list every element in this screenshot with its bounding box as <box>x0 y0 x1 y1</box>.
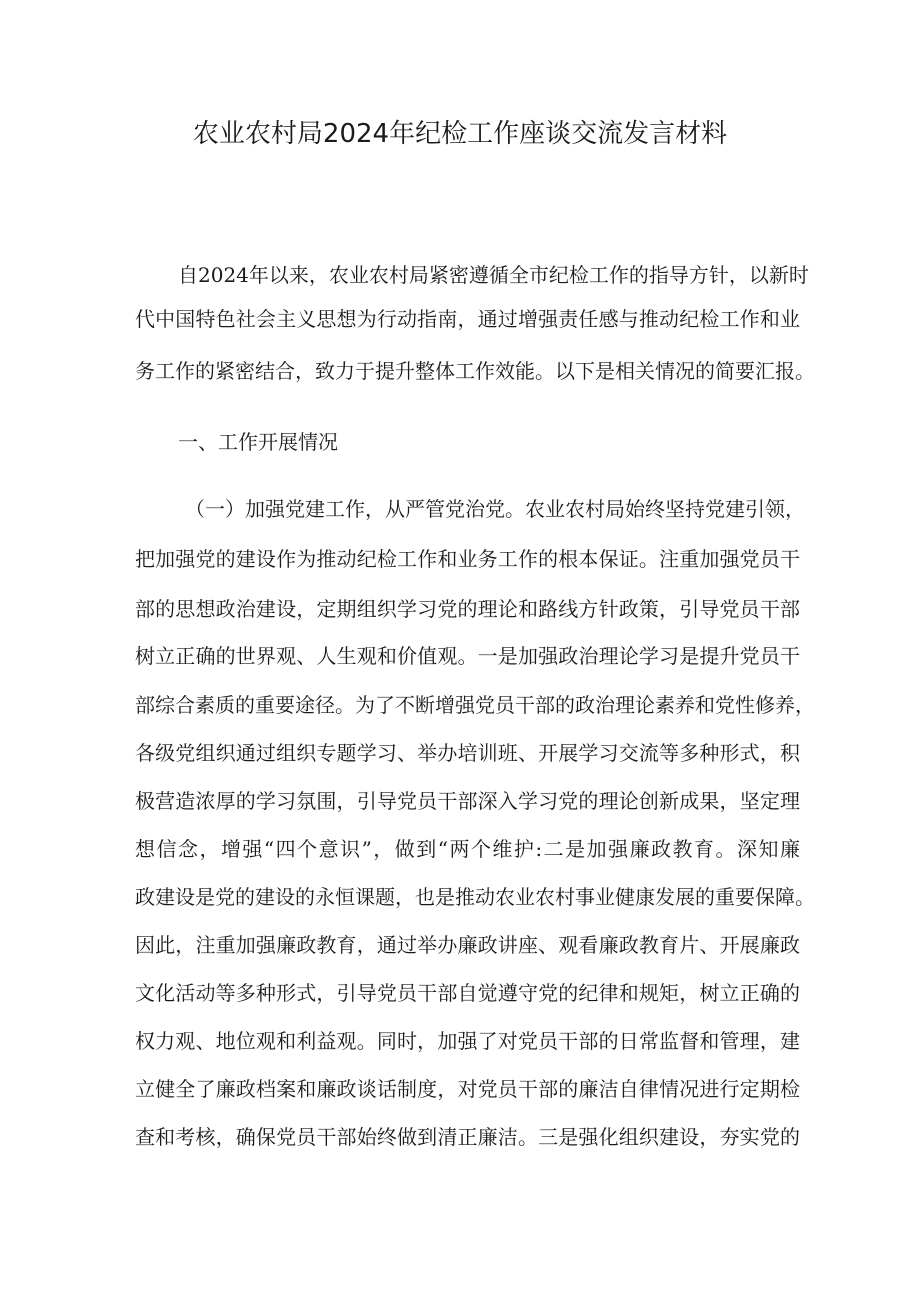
paragraph-2-line-14: 查和考核，确保党员干部始终做到清正廉洁。三是强化组织建设，夯实党的 <box>135 1125 800 1149</box>
section-heading-1: 一、工作开展情况 <box>178 430 338 454</box>
paragraph-2-line-7: 极营造浓厚的学习氛围，引导党员干部深入学习党的理论创新成果，坚定理 <box>135 789 800 813</box>
paragraph-1-line-1: 自2024年以来，农业农村局紧密遵循全市纪检工作的指导方针，以新时 <box>178 263 809 287</box>
paragraph-2-line-8: 想信念，增强“四个意识”，做到“两个维护:二是加强廉政教育。深知廉 <box>135 837 800 861</box>
paragraph-1-line-3: 务工作的紧密结合，致力于提升整体工作效能。以下是相关情况的简要汇报。 <box>135 359 815 383</box>
paragraph-2-line-11: 文化活动等多种形式，引导党员干部自觉遵守党的纪律和规矩，树立正确的 <box>135 981 800 1005</box>
paragraph-2-line-4: 树立正确的世界观、人生观和价值观。一是加强政治理论学习是提升党员干 <box>135 644 800 668</box>
paragraph-2-line-3: 部的思想政治建设，定期组织学习党的理论和路线方针政策，引导党员干部 <box>135 597 800 621</box>
paragraph-2-line-9: 政建设是党的建设的永恒课题，也是推动农业农村事业健康发展的重要保障。 <box>135 885 815 909</box>
paragraph-2-line-6: 各级党组织通过组织专题学习、举办培训班、开展学习交流等多种形式，积 <box>135 741 800 765</box>
paragraph-2-line-5: 部综合素质的重要途径。为了不断增强党员干部的政治理论素养和党性修养， <box>135 693 815 717</box>
paragraph-2-line-12: 权力观、地位观和利益观。同时，加强了对党员干部的日常监督和管理，建 <box>135 1029 800 1053</box>
paragraph-2-line-2: 把加强党的建设作为推动纪检工作和业务工作的根本保证。注重加强党员干 <box>135 547 800 571</box>
paragraph-2-line-13: 立健全了廉政档案和廉政谈话制度，对党员干部的廉洁自律情况进行定期检 <box>135 1077 800 1101</box>
paragraph-2-line-1: （一）加强党建工作，从严管党治党。农业农村局始终坚持党建引领， <box>185 497 805 521</box>
paragraph-1-line-2: 代中国特色社会主义思想为行动指南，通过增强责任感与推动纪检工作和业 <box>135 307 800 331</box>
document-title: 农业农村局2024年纪检工作座谈交流发言材料 <box>192 119 728 149</box>
paragraph-2-line-10: 因此，注重加强廉政教育，通过举办廉政讲座、观看廉政教育片、开展廉政 <box>135 933 800 957</box>
